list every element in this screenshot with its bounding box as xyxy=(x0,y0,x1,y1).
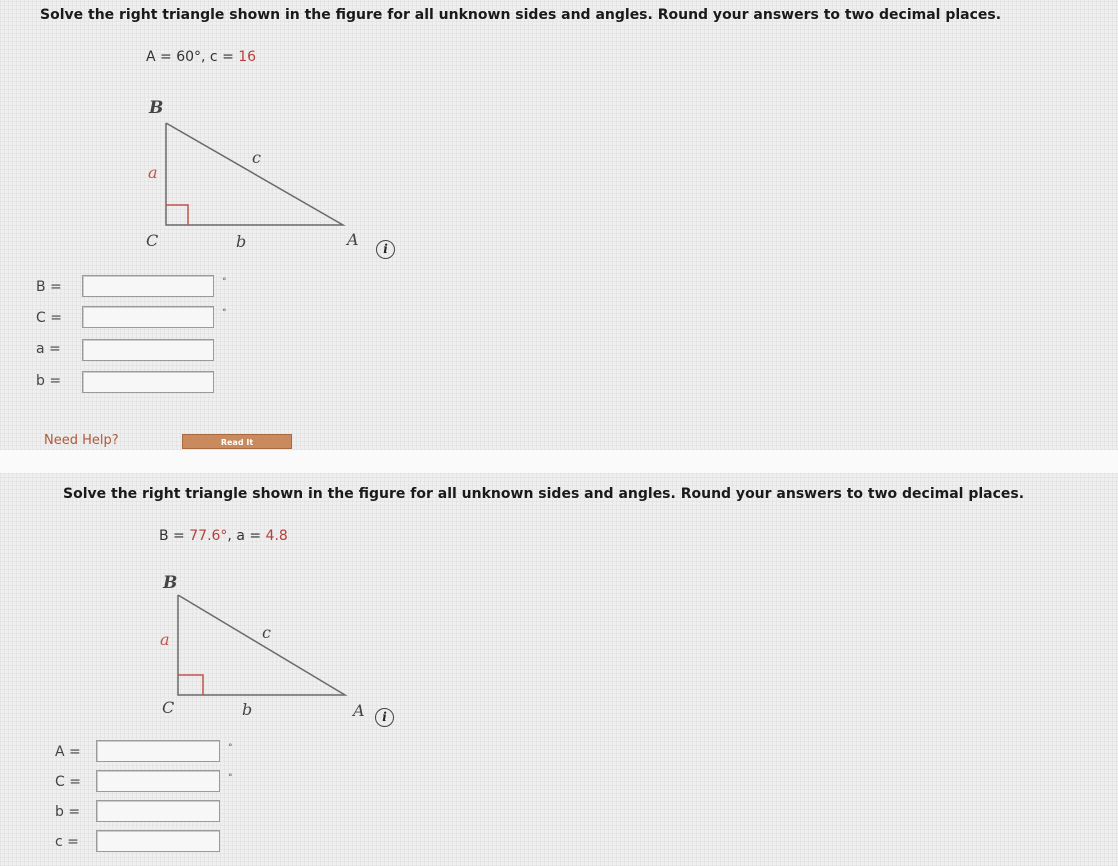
read-it-button[interactable]: Read It xyxy=(182,434,292,449)
field-label-C: C = xyxy=(55,774,81,790)
problem-1-question: Solve the right triangle shown in the figure for all unknown sides and angles. Round your answers to two decimal places. xyxy=(40,7,1002,23)
side-b-label: b xyxy=(242,700,253,719)
need-help-label: Need Help? xyxy=(44,433,119,448)
problem-2-panel xyxy=(0,473,1118,866)
given-angle-B: 77.6° xyxy=(189,528,228,544)
field-label-A: A = xyxy=(55,744,81,760)
degree-unit: ° xyxy=(222,308,227,318)
given-mid: , a = xyxy=(227,528,266,544)
answer-input-A[interactable] xyxy=(96,740,220,762)
side-b-label: b xyxy=(236,232,247,251)
answer-input-c[interactable] xyxy=(96,830,220,852)
side-c-label: c xyxy=(262,623,271,642)
field-label-C: C = xyxy=(36,310,62,326)
panel-divider xyxy=(0,450,1118,473)
answer-input-B[interactable] xyxy=(82,275,214,297)
triangle-1-outline xyxy=(166,123,343,225)
vertex-C-label: C xyxy=(146,231,159,250)
field-label-B: B = xyxy=(36,279,62,295)
answer-input-b[interactable] xyxy=(82,371,214,393)
vertex-B-label: B xyxy=(149,98,164,118)
answer-input-C[interactable] xyxy=(96,770,220,792)
field-label-c: c = xyxy=(55,834,79,850)
field-label-b: b = xyxy=(55,804,81,820)
vertex-A-label: A xyxy=(347,230,359,249)
right-angle-marker-1 xyxy=(166,205,188,225)
given-side-a: 4.8 xyxy=(265,528,288,544)
vertex-B-label: B xyxy=(163,573,178,593)
degree-unit: ° xyxy=(222,277,227,287)
side-a-label: a xyxy=(148,163,158,182)
info-icon[interactable]: i xyxy=(375,708,394,727)
answer-input-b[interactable] xyxy=(96,800,220,822)
side-a-label: a xyxy=(160,630,170,649)
given-prefix: B = xyxy=(159,528,190,544)
side-c-label: c xyxy=(252,148,261,167)
degree-unit: ° xyxy=(228,773,233,783)
vertex-C-label: C xyxy=(162,698,175,717)
given-side-c: 16 xyxy=(238,49,257,65)
vertex-A-label: A xyxy=(353,701,365,720)
right-angle-marker-2 xyxy=(178,675,203,695)
degree-unit: ° xyxy=(228,743,233,753)
field-label-a: a = xyxy=(36,341,61,357)
problem-2-question: Solve the right triangle shown in the figure for all unknown sides and angles. Round your answers to two decimal places. xyxy=(63,486,1025,502)
answer-input-C[interactable] xyxy=(82,306,214,328)
given-angle-A: A = 60°, c = xyxy=(146,49,239,65)
info-icon[interactable]: i xyxy=(376,240,395,259)
answer-input-a[interactable] xyxy=(82,339,214,361)
field-label-b: b = xyxy=(36,373,62,389)
